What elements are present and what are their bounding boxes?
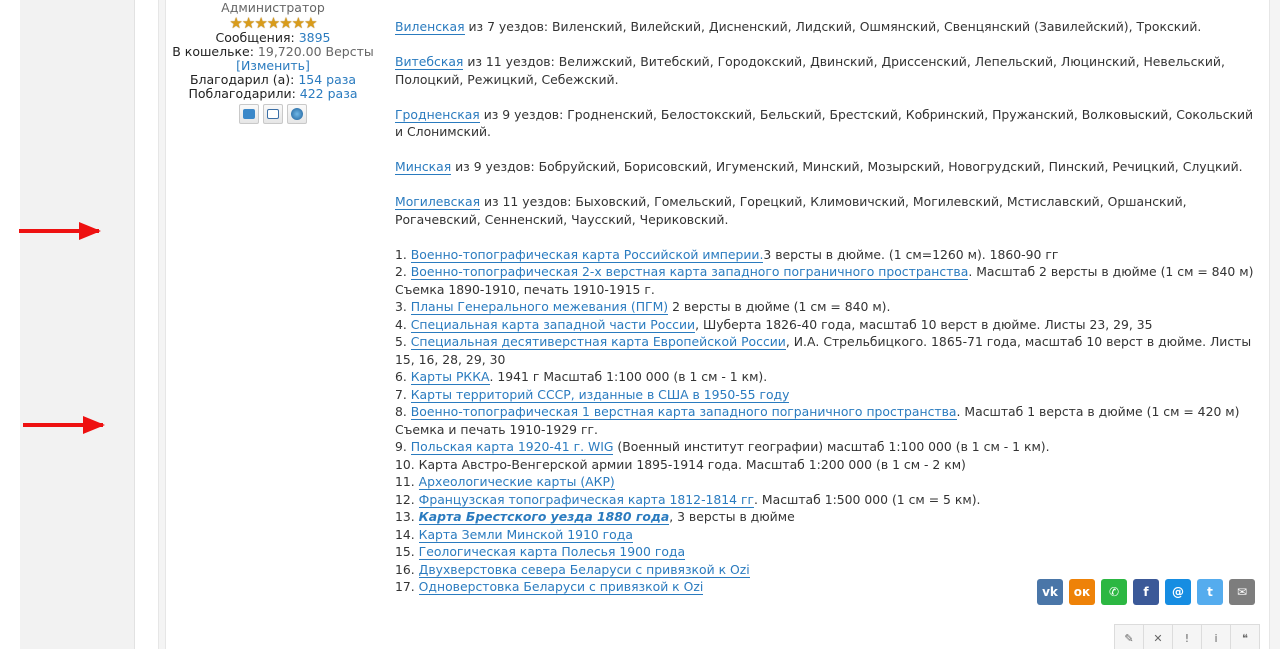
map-list-item: [395, 263, 1265, 298]
map-link[interactable]: Военно-топографическая 1 верстная карта западного пограничного пространства: [410, 404, 957, 419]
contact-icons: [168, 104, 378, 124]
map-link[interactable]: Планы Генерального межевания (ПГМ): [410, 299, 669, 314]
red-arrow-annotation: [19, 229, 99, 233]
province-link[interactable]: Могилевская: [395, 194, 481, 209]
province-paragraph: [395, 158, 1265, 176]
messages-link[interactable]: 3895: [298, 30, 331, 45]
quote-post-button[interactable]: ❝: [1230, 624, 1260, 649]
info-post-button[interactable]: i: [1201, 624, 1231, 649]
website-button[interactable]: [287, 104, 307, 124]
rank-stars: ★★★★★★★: [229, 14, 317, 32]
email-icon: [267, 109, 279, 119]
maps-list: [395, 246, 1265, 596]
province-paragraph: [395, 193, 1265, 228]
map-link[interactable]: Археологические карты (АКР): [418, 474, 615, 489]
map-description: . Масштаб 1 верста в дюйме (1 см = 420 м) Съемка и печать 1910-1929 гг.: [395, 404, 1240, 437]
list-number: 13.: [395, 509, 419, 524]
provinces-list: [395, 18, 1265, 228]
map-list-item: [395, 508, 1265, 526]
thanked-label: Благодарил (а):: [189, 72, 295, 87]
map-list-item: [395, 403, 1265, 438]
map-link[interactable]: Военно-топографическая карта Российской империи.: [410, 246, 764, 262]
wallet-change-link[interactable]: [Изменить]: [236, 58, 310, 73]
map-description: Карта Австро-Венгерской армии 1895-1914 года. Масштаб 1:200 000 (в 1 см - 2 км): [418, 456, 966, 472]
ok-share-button[interactable]: ок: [1069, 579, 1095, 605]
list-number: 8.: [395, 404, 411, 419]
vk-share-button[interactable]: vk: [1037, 579, 1063, 605]
post-frame-right: [1269, 0, 1280, 649]
province-link[interactable]: Виленская: [395, 19, 465, 34]
map-link[interactable]: Военно-топографическая 2-х верстная карта западного пограничного пространства: [410, 264, 969, 279]
red-arrow-annotation: [23, 423, 103, 427]
thanked-by-label: Поблагодарили:: [188, 86, 296, 101]
map-link[interactable]: Одноверстовка Беларуси с привязкой к Ozi: [418, 579, 704, 594]
list-number: 1.: [395, 246, 411, 262]
map-list-item: [395, 561, 1265, 579]
province-description: из 9 уездов: Бобруйский, Борисовский, Игуменский, Минский, Мозырский, Новогрудский, Пинский, Речицкий, Слуцкий.: [451, 159, 1243, 174]
wallet-row: [168, 45, 378, 59]
list-number: 9.: [395, 439, 411, 454]
website-icon: [291, 108, 303, 120]
wallet-value: 19,720.00 Версты: [257, 44, 374, 59]
list-number: 4.: [395, 316, 411, 332]
map-link[interactable]: Французская топографическая карта 1812-1814 гг: [418, 491, 755, 507]
map-list-item: [395, 473, 1265, 491]
province-description: из 9 уездов: Гродненский, Белостокский, Бельский, Брестский, Кобринский, Пружанский, Волковыский, Сокольский и Слонимский.: [395, 106, 1254, 139]
map-link[interactable]: Карта Земли Минской 1910 года: [418, 526, 633, 542]
map-list-item: [395, 526, 1265, 544]
list-number: 7.: [395, 386, 411, 402]
share-bar: [1037, 579, 1255, 605]
map-link[interactable]: Карты территорий СССР, изданные в США в 1950-55 году: [410, 386, 790, 402]
post-content: [395, 18, 1265, 596]
map-list-item: [395, 543, 1265, 561]
province-link[interactable]: Минская: [395, 159, 452, 174]
post-frame-left: [158, 0, 166, 649]
province-paragraph: [395, 53, 1265, 88]
list-number: 15.: [395, 544, 419, 559]
list-number: 10.: [395, 456, 419, 472]
province-description: из 11 уездов: Быховский, Гомельский, Горецкий, Климовичский, Могилевский, Мстиславский, Оршанский, Рогачевский, Сенненский, Чаусский, Чериковский.: [395, 194, 1187, 227]
post-actions-bar: [1115, 624, 1260, 649]
province-description: из 11 уездов: Велижский, Витебский, Городокский, Двинский, Дриссенский, Лепельский, Люцинский, Невельский, Полоцкий, Режицкий, Себежский.: [395, 54, 1225, 87]
list-number: 17.: [395, 579, 419, 594]
edit-post-button[interactable]: ✎: [1114, 624, 1144, 649]
province-description: из 7 уездов: Виленский, Вилейский, Дисненский, Лидский, Ошмянский, Свенцянский (Завилейский), Трокский.: [464, 19, 1202, 34]
list-number: 6.: [395, 369, 411, 384]
message-icon: [243, 109, 255, 119]
map-description: 2 версты в дюйме (1 см = 840 м).: [668, 299, 891, 314]
map-description: . 1941 г Масштаб 1:100 000 (в 1 см - 1 км).: [489, 369, 768, 384]
thanked-by-row: [168, 87, 378, 101]
map-list-item: [395, 438, 1265, 456]
delete-post-button[interactable]: ✕: [1143, 624, 1173, 649]
list-number: 3.: [395, 299, 411, 314]
list-number: 5.: [395, 334, 411, 349]
twitter-share-button[interactable]: t: [1197, 579, 1223, 605]
map-list-item: [395, 316, 1265, 334]
email-button[interactable]: [263, 104, 283, 124]
list-number: 12.: [395, 491, 419, 507]
map-link[interactable]: Польская карта 1920-41 г. WIG: [410, 439, 614, 454]
map-link[interactable]: Специальная десятиверстная карта Европейской России: [410, 334, 786, 349]
wallet-label: В кошельке:: [172, 44, 254, 59]
thanked-row: [168, 73, 378, 87]
private-message-button[interactable]: [239, 104, 259, 124]
map-description: (Военный институт географии) масштаб 1:100 000 (в 1 см - 1 км).: [613, 439, 1050, 454]
whatsapp-share-button[interactable]: ✆: [1101, 579, 1127, 605]
map-description: , Шуберта 1826-40 года, масштаб 10 верст в дюйме. Листы 23, 29, 35: [695, 316, 1153, 332]
map-description: . Масштаб 2 версты в дюйме (1 см = 840 м) Съемка 1890-1910, печать 1910-1915 г.: [395, 264, 1254, 297]
user-profile-panel: [168, 0, 378, 124]
map-link[interactable]: Двухверстовка севера Беларуси с привязкой к Ozi: [418, 561, 750, 577]
facebook-share-button[interactable]: f: [1133, 579, 1159, 605]
map-link[interactable]: Геологическая карта Полесья 1900 года: [418, 544, 686, 559]
map-description: 3 версты в дюйме. (1 см=1260 м). 1860-90 гг: [763, 246, 1059, 262]
wallet-change-row: [168, 59, 378, 73]
messages-label: Сообщения:: [215, 30, 295, 45]
mailru-share-button[interactable]: @: [1165, 579, 1191, 605]
map-list-item: [395, 491, 1265, 509]
map-list-item: [395, 386, 1265, 404]
list-number: 2.: [395, 264, 411, 279]
map-link[interactable]: Карта Брестского уезда 1880 года: [418, 509, 670, 524]
list-number: 14.: [395, 526, 419, 542]
list-number: 16.: [395, 561, 419, 577]
map-list-item: [395, 456, 1265, 474]
province-link[interactable]: Витебская: [395, 54, 464, 69]
map-list-item: [395, 368, 1265, 386]
map-link[interactable]: Специальная карта западной части России: [410, 316, 696, 332]
map-description: . Масштаб 1:500 000 (1 см = 5 км).: [754, 491, 981, 507]
page-margin: [0, 0, 20, 649]
list-number: 11.: [395, 474, 419, 489]
map-list-item: [395, 246, 1265, 264]
map-list-item: [395, 298, 1265, 316]
province-paragraph: [395, 18, 1265, 36]
map-list-item: [395, 333, 1265, 368]
messages-count: [168, 31, 378, 45]
province-paragraph: [395, 106, 1265, 141]
thanked-by-link[interactable]: 422 раза: [299, 86, 358, 101]
user-role: Администратор: [221, 0, 325, 15]
province-link[interactable]: Гродненская: [395, 106, 480, 122]
map-link[interactable]: Карты РККА: [410, 369, 490, 384]
left-gutter: [20, 0, 135, 649]
report-post-button[interactable]: !: [1172, 624, 1202, 649]
map-description: , 3 версты в дюйме: [669, 509, 795, 524]
email-share-button[interactable]: ✉: [1229, 579, 1255, 605]
map-description: , И.А. Стрельбицкого. 1865-71 года, масштаб 10 верст в дюйме. Листы 15, 16, 28, 29, 30: [395, 334, 1252, 367]
thanked-link[interactable]: 154 раза: [298, 72, 357, 87]
